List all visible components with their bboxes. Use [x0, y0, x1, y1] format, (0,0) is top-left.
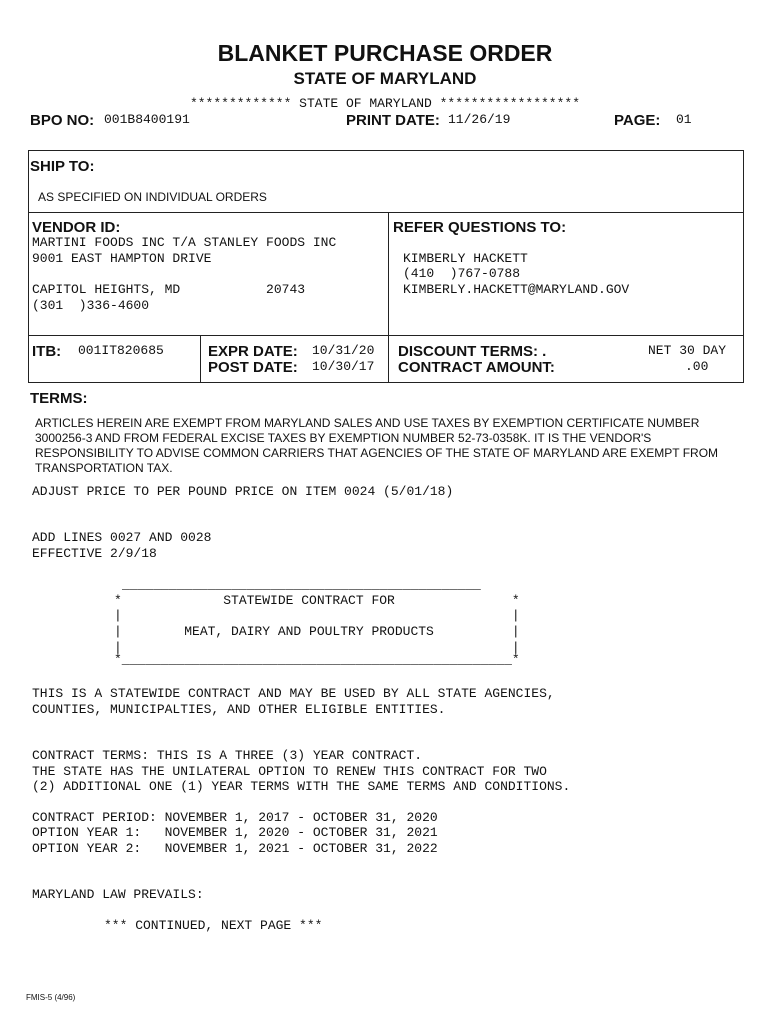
- expr-date-label: EXPR DATE:: [208, 343, 298, 360]
- contact-email: KIMBERLY.HACKETT@MARYLAND.GOV: [403, 282, 630, 297]
- itb-value: 001IT820685: [78, 343, 164, 358]
- document-subtitle: STATE OF MARYLAND: [293, 69, 477, 88]
- continued-next-page: *** CONTINUED, NEXT PAGE ***: [104, 918, 323, 933]
- statewide-box-line: * STATEWIDE CONTRACT FOR *: [114, 593, 520, 608]
- vendor-line: 9001 EAST HAMPTON DRIVE: [32, 251, 212, 266]
- post-date-value: 10/30/17: [312, 359, 375, 374]
- vendor-line: MARTINI FOODS INC T/A STANLEY FOODS INC: [32, 235, 337, 250]
- state-banner: ************* STATE OF MARYLAND ******************: [189, 96, 581, 111]
- statewide-note-line: COUNTIES, MUNICIPALTIES, AND OTHER ELIGIBLE ENTITIES.: [32, 702, 446, 717]
- statewide-box-line: | |: [114, 640, 520, 655]
- tax-exemption-paragraph: ARTICLES HEREIN ARE EXEMPT FROM MARYLAND SALES AND USE TAXES BY EXEMPTION CERTIFICATE NUMBER 3000256-3 AND FROM FEDERAL EXCISE TAXES BY EXEMPTION NUMBER 52-73-0358K. IT IS THE VENDOR'S RESPONSIBILITY TO ADVISE COMMON CARRIERS THAT AGENCIES OF THE STATE OF MARYLAND ARE EXEMPT FROM TRANSPORTATION TAX.: [35, 416, 719, 475]
- vendor-line: (301 )336-4600: [32, 298, 150, 313]
- form-id: FMIS-5 (4/96): [26, 993, 76, 1002]
- print-date-label: PRINT DATE:: [346, 112, 440, 129]
- adjust-price-note: ADJUST PRICE TO PER POUND PRICE ON ITEM 0024 (5/01/18): [32, 484, 454, 499]
- bpo-label: BPO NO:: [30, 112, 95, 129]
- vendor-id-label: VENDOR ID:: [32, 219, 121, 236]
- add-lines-note: ADD LINES 0027 AND 0028: [32, 530, 212, 545]
- contact-phone: (410 )767-0788: [403, 266, 521, 281]
- vendor-divider: [28, 335, 743, 336]
- statewide-box-top-rule: ______________________________________________: [122, 577, 481, 592]
- contract-amount-value: .00: [685, 359, 709, 374]
- discount-terms-value: NET 30 DAY: [648, 343, 727, 358]
- statewide-note-line: THIS IS A STATEWIDE CONTRACT AND MAY BE USED BY ALL STATE AGENCIES,: [32, 686, 555, 701]
- page-label: PAGE:: [614, 112, 661, 129]
- print-date-value: 11/26/19: [448, 112, 511, 127]
- option-year-line: OPTION YEAR 1: NOVEMBER 1, 2020 - OCTOBER 31, 2021: [32, 825, 438, 840]
- contract-terms-line: THE STATE HAS THE UNILATERAL OPTION TO RENEW THIS CONTRACT FOR TWO: [32, 764, 547, 779]
- law-prevails-line: MARYLAND LAW PREVAILS:: [32, 887, 204, 902]
- post-date-label: POST DATE:: [208, 359, 298, 376]
- discount-terms-label: DISCOUNT TERMS: .: [398, 343, 547, 360]
- itb-label: ITB:: [32, 343, 62, 360]
- itb-dates-divider: [200, 335, 201, 382]
- option-year-line: OPTION YEAR 2: NOVEMBER 1, 2021 - OCTOBER 31, 2022: [32, 841, 438, 856]
- page-number: 01: [676, 112, 692, 127]
- contact-name: KIMBERLY HACKETT: [403, 251, 528, 266]
- expr-date-value: 10/31/20: [312, 343, 375, 358]
- vendor-refer-divider: [388, 212, 389, 382]
- contract-terms-line: CONTRACT TERMS: THIS IS A THREE (3) YEAR CONTRACT.: [32, 748, 423, 763]
- refer-questions-label: REFER QUESTIONS TO:: [393, 219, 567, 236]
- contract-amount-label: CONTRACT AMOUNT:: [398, 359, 555, 376]
- bpo-number: 001B8400191: [104, 112, 190, 127]
- ship-to-divider: [28, 212, 743, 213]
- vendor-line: CAPITOL HEIGHTS, MD 20743: [32, 282, 306, 297]
- ship-to-value: AS SPECIFIED ON INDIVIDUAL ORDERS: [38, 190, 267, 204]
- contract-terms-line: (2) ADDITIONAL ONE (1) YEAR TERMS WITH THE SAME TERMS AND CONDITIONS.: [32, 779, 571, 794]
- effective-date-note: EFFECTIVE 2/9/18: [32, 546, 157, 561]
- document-title: BLANKET PURCHASE ORDER: [217, 40, 553, 66]
- terms-label: TERMS:: [30, 390, 88, 407]
- statewide-box-bottom: *__________________________________________________*: [114, 652, 520, 667]
- statewide-box-line: | |: [114, 608, 520, 623]
- statewide-box-line: | MEAT, DAIRY AND POULTRY PRODUCTS |: [114, 624, 520, 639]
- contract-period-line: CONTRACT PERIOD: NOVEMBER 1, 2017 - OCTOBER 31, 2020: [32, 810, 438, 825]
- ship-to-label: SHIP TO:: [30, 158, 95, 175]
